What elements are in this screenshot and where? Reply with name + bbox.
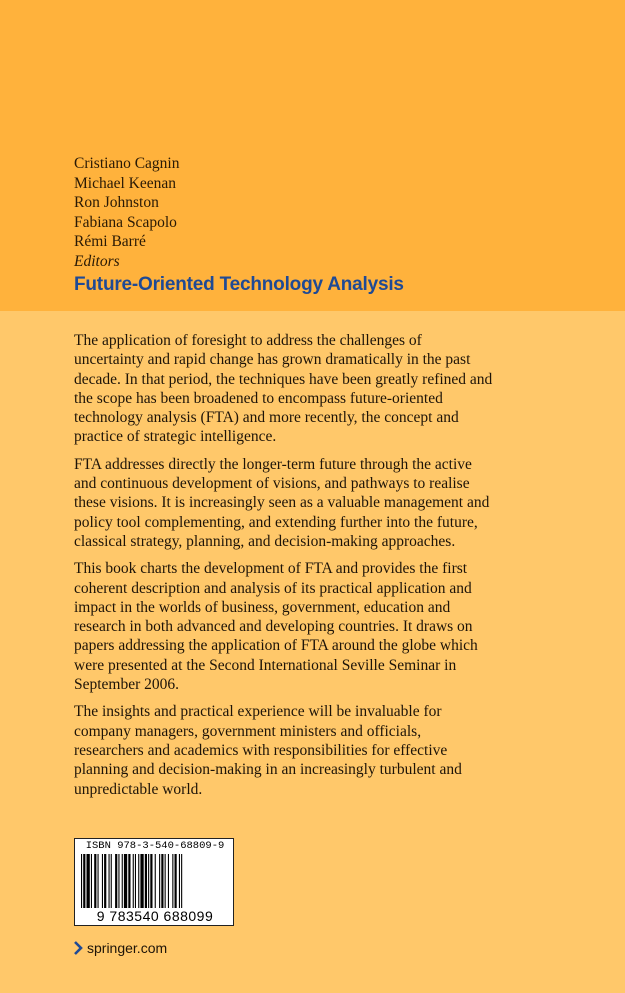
- barcode-bar: [104, 854, 106, 908]
- barcode-bar: [145, 854, 147, 908]
- barcode-bar: [122, 854, 123, 908]
- barcode-bar: [161, 854, 163, 908]
- barcode-bar: [148, 854, 149, 908]
- barcode-bar: [168, 854, 169, 908]
- barcode-bar: [102, 854, 103, 908]
- editor-name: Michael Keenan: [74, 174, 176, 192]
- editors-block: [74, 154, 179, 271]
- barcode-bar: [94, 854, 96, 908]
- barcode-bar: [98, 854, 99, 908]
- blurb-paragraph: The insights and practical experience will be invaluable for company managers, government ministers and officials, researchers and academics with responsibilities for effective planning and decision-making in an increasingly turbulent and unpredictable world.: [74, 703, 462, 798]
- barcode-bar: [175, 854, 177, 908]
- barcode-bar: [179, 854, 180, 908]
- barcode-bar: [128, 854, 130, 908]
- ean-number: 9 783540 688099: [96, 908, 214, 924]
- book-title: Future-Oriented Technology Analysis: [74, 274, 404, 295]
- barcode-bar: [159, 854, 160, 908]
- barcode-bar: [133, 854, 134, 908]
- isbn-number: ISBN 978-3-540-68809-9: [85, 840, 225, 852]
- barcode-bar: [140, 854, 143, 908]
- chevron-right-icon: [74, 941, 83, 955]
- barcode-bar: [155, 854, 156, 908]
- editor-name: Ron Johnston: [74, 194, 159, 211]
- barcode-bar: [91, 854, 92, 908]
- barcode-bar: [109, 854, 110, 908]
- publisher-link[interactable]: [74, 940, 167, 956]
- editors-role: Editors: [74, 252, 120, 270]
- barcode-bar: [181, 854, 182, 908]
- barcode-bar: [115, 854, 117, 908]
- blurb-paragraph: This book charts the development of FTA and provides the first coherent description and analysis of its practical application and impact in the worlds of business, government, education and research in both advanced and developing countries. It draws on papers addressing the application of FTA around the globe which were presented at the Second International Seville Seminar in September 2006.: [74, 560, 478, 694]
- barcode-bar: [138, 854, 139, 908]
- barcode-bar: [172, 854, 173, 908]
- barcode-bar: [83, 854, 85, 908]
- barcode-bar: [118, 854, 119, 908]
- back-cover-blurb: [74, 331, 494, 807]
- editor-name: Rémi Barré: [74, 233, 146, 250]
- barcode-bar: [124, 854, 127, 908]
- editor-name: Cristiano Cagnin: [74, 155, 180, 172]
- barcode-bar: [81, 854, 82, 908]
- barcode-bar: [111, 854, 112, 908]
- barcode-bar: [135, 854, 136, 908]
- barcode-bar: [150, 854, 152, 908]
- isbn-barcode: [74, 838, 234, 926]
- barcode-bars: [81, 854, 229, 908]
- blurb-paragraph: The application of foresight to address the challenges of uncertainty and rapid change has grown dramatically in the past decade. In that period, the techniques have been greatly refined and the scope has been broadened to encompass future-oriented technology analysis (FTA) and more recently, the concept and practice of strategic intelligence.: [74, 332, 493, 446]
- barcode-bar: [165, 854, 166, 908]
- barcode-bar: [87, 854, 90, 908]
- blurb-paragraph: FTA addresses directly the longer-term future through the active and continuous development of visions, and pathways to realise these visions. It is increasingly seen as a valuable management and policy tool complementing, and extending further into the future, classical strategy, planning, and decision-making approaches.: [74, 455, 490, 550]
- editor-name: Fabiana Scapolo: [74, 213, 177, 231]
- publisher-url[interactable]: springer.com: [87, 940, 168, 956]
